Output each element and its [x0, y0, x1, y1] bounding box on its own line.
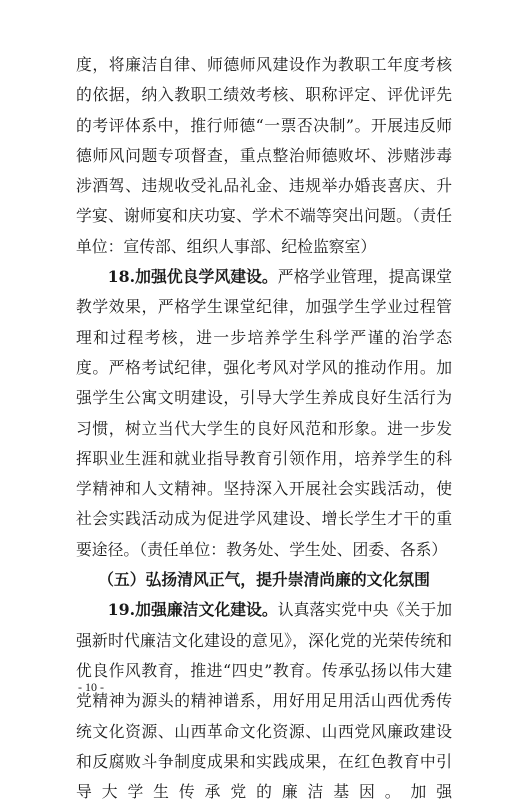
item-19-body: 认真落实党中央《关于加强新时代廉洁文化建设的意见》，深化党的光荣传统和优良作风教育，推进“四史”教育。传承弘扬以伟大建党精神为源头的精神谱系，用好用足用活山西优秀传统文化资源、山西革命文化资源、山西党风廉政建设和反腐败斗争制度成果和实践成果，在红色教育中引导大学生传承党的廉洁基因。加强 — [76, 600, 452, 802]
item-18-title: 18.加强优良学风建设。 — [107, 267, 278, 287]
page-number: - 10 - — [78, 680, 104, 694]
item-18-body: 严格学业管理，提高课堂教学效果，严格学生课堂纪律，加强学生学业过程管理和过程考核，进一步培养学生科学严谨的治学态度。严格考试纪律，强化考风对学风的推动作用。加强学生公寓文明建设，引导大学生养成良好生活行为习惯，树立当代大学生的良好风范和形象。进一步发挥职业生涯和就业指导教育引领作用，培养学生的科学精神和人文精神。坚持深入开展社会实践活动，使社会实践活动成为促进学风建设、增长学生才干的重要途径。（责任单位：教务处、学生处、团委、各系） — [76, 267, 452, 559]
section-5-heading: （五）弘扬清风正气，提升崇清尚廉的文化氛围 — [98, 570, 430, 590]
paragraph-item-18 — [76, 262, 452, 565]
paragraph-continued: 度，将廉洁自律、师德师风建设作为教职工年度考核的依据，纳入教职工绩效考核、职称评定、评优评先的考评体系中，推行师德“一票否决制”。开展违反师德师风问题专项督查，重点整治师德败坏、涉赌涉毒涉酒驾、违规收受礼品礼金、违规举办婚丧喜庆、升学宴、谢师宴和庆功宴、学术不端等突出问题。（责任单位：宣传部、组织人事部、纪检监察室） — [76, 55, 452, 256]
paragraph-item-19 — [76, 595, 452, 807]
item-19-title: 19.加强廉洁文化建设。 — [107, 600, 278, 620]
document-body — [76, 50, 452, 807]
